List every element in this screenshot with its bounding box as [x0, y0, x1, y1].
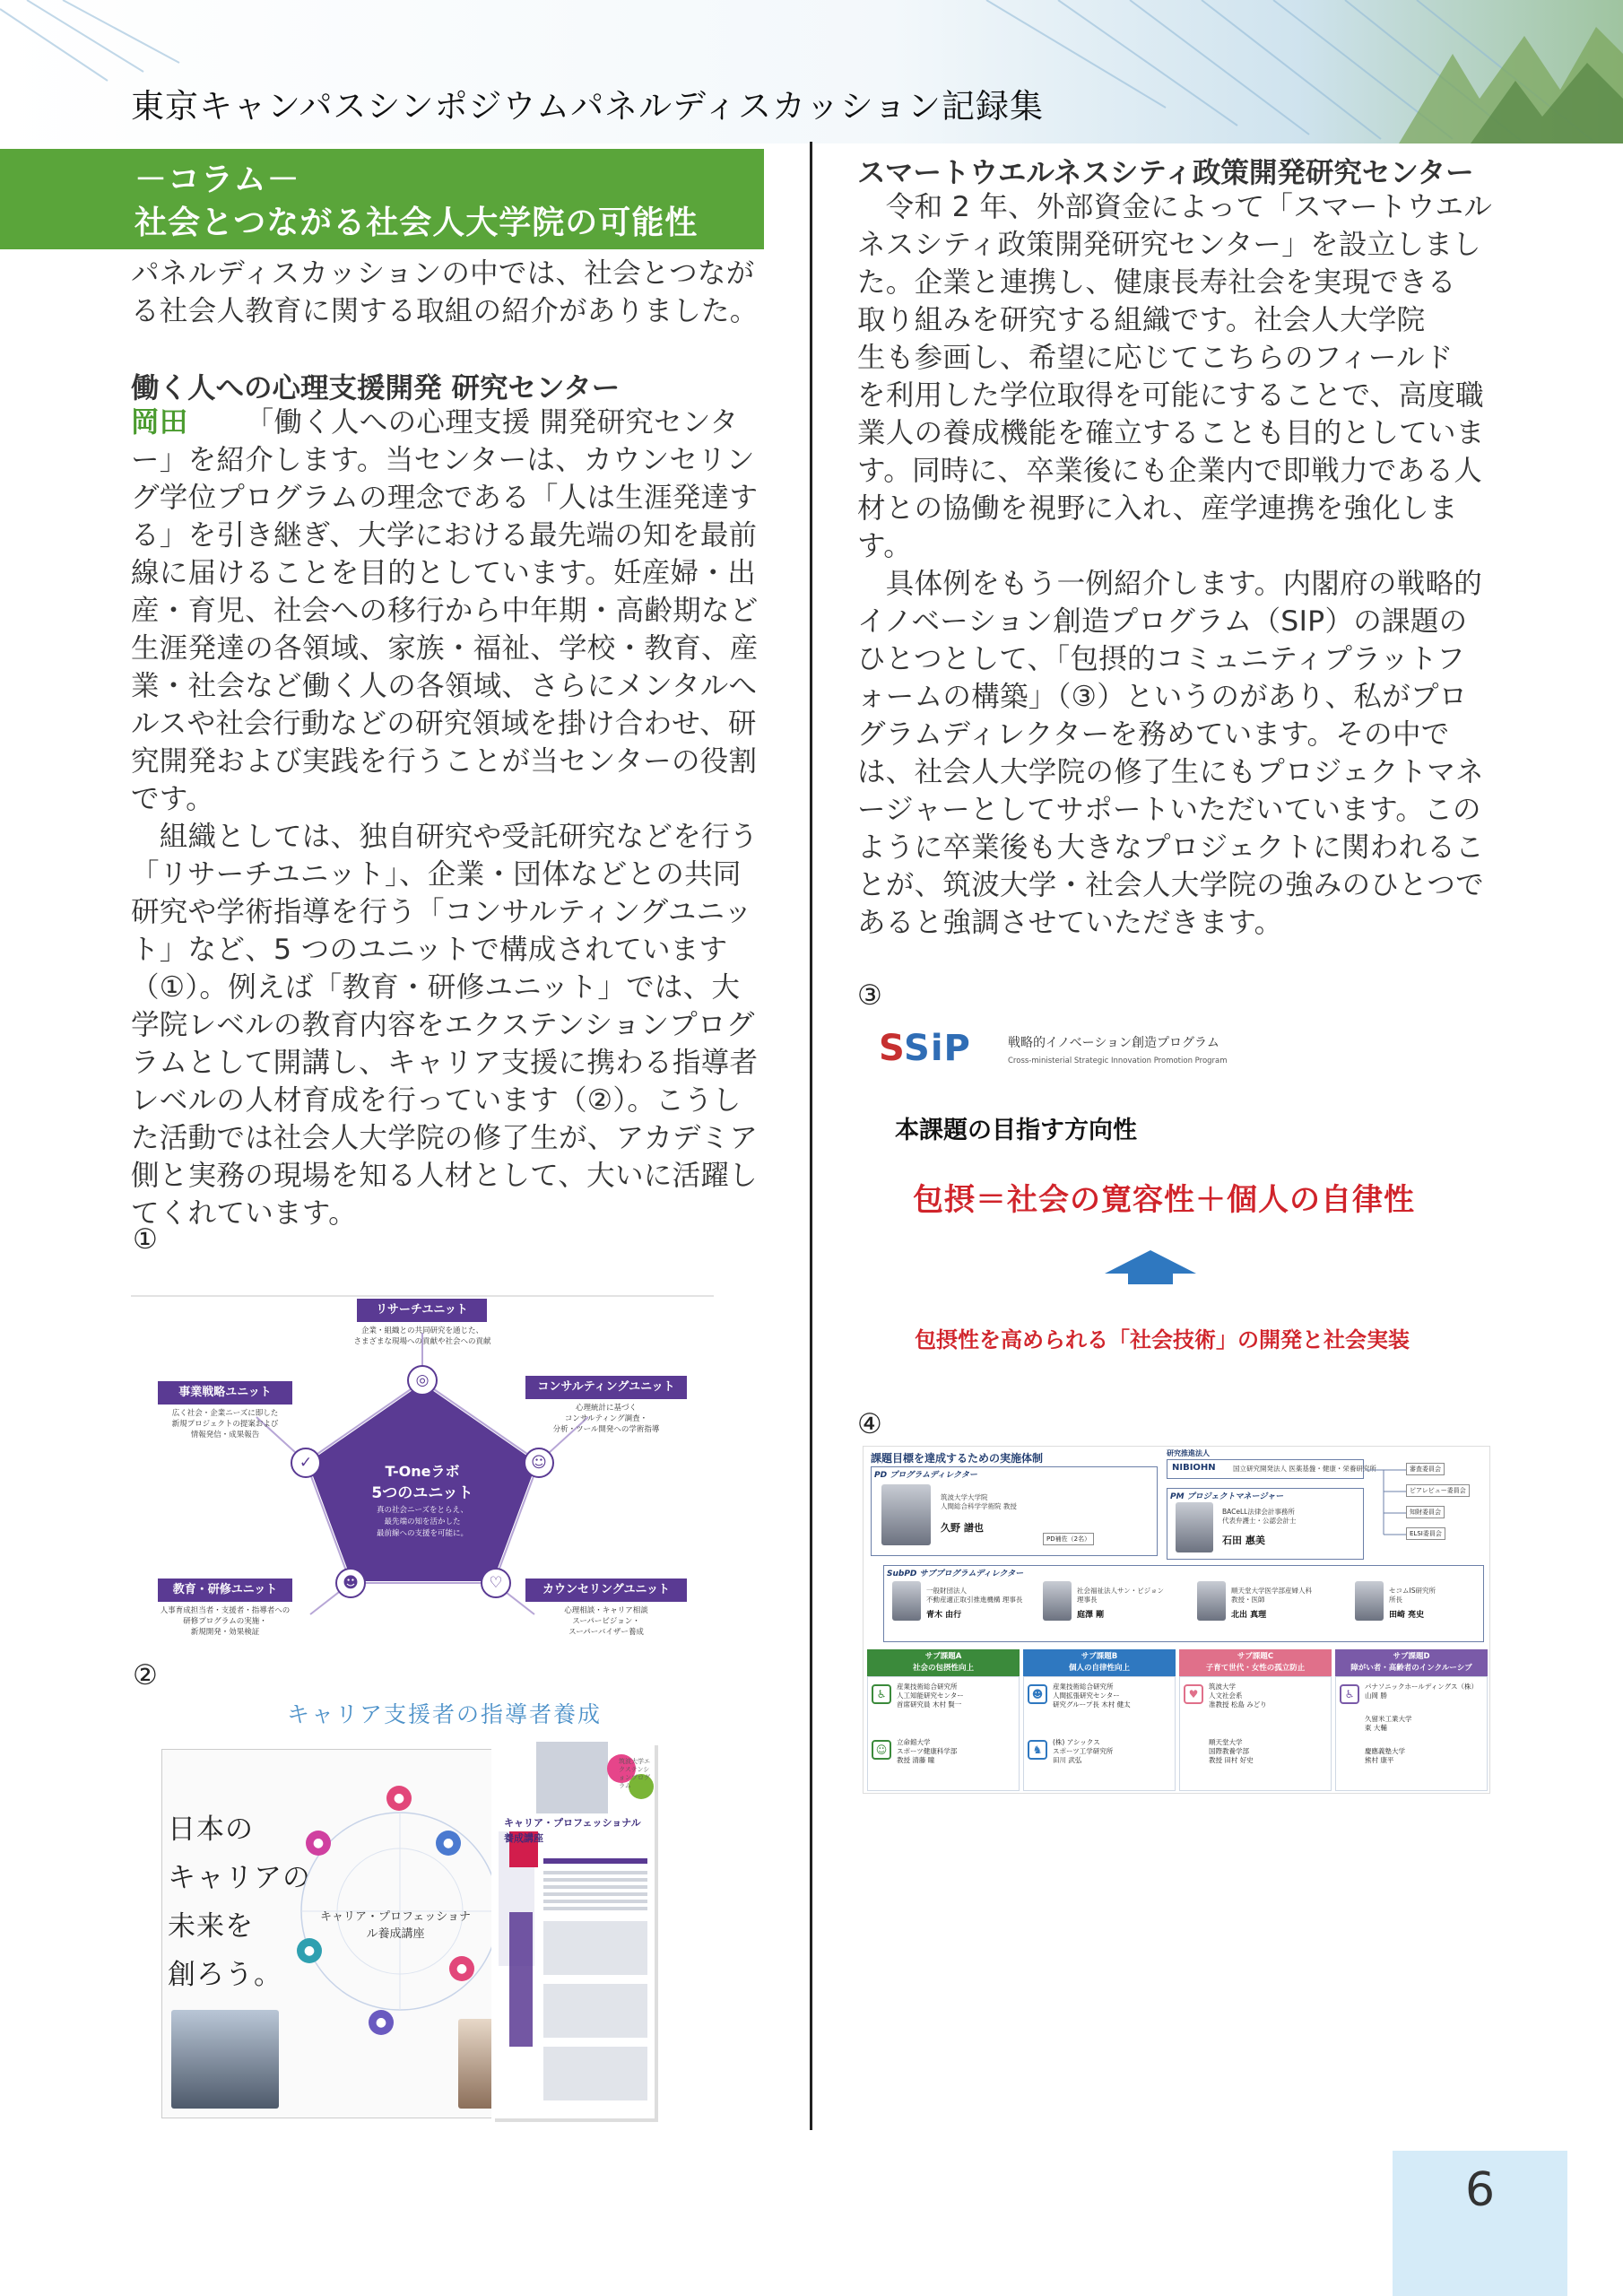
sip-logo-text: SiP [904, 1028, 971, 1069]
subject-d-item: 慶應義塾大学 熊村 康平 [1365, 1747, 1405, 1764]
brochure-overlay-title: キャリア・プロフェッショナル養成講座 [504, 1817, 641, 1844]
up-arrow-icon [1105, 1250, 1196, 1284]
pm-affiliation: BACeLL法律会計事務所 代表弁護士・公認会計士 [1222, 1508, 1297, 1525]
figure4-org-chart [863, 1446, 1490, 1794]
section1-first-text: 「働く人への心理支援 開発研究センタ [245, 406, 739, 439]
subpd-photo [892, 1581, 921, 1621]
pm-tag: PM プロジェクトマネージャー [1170, 1492, 1284, 1501]
subject-b-head: サブ課題B 個人の自律性向上 [1023, 1649, 1176, 1676]
wheelchair-icon: ♿ [1340, 1684, 1359, 1704]
classroom-photo [171, 2010, 279, 2109]
speaker-name: 岡田 [131, 406, 188, 439]
subject-c-head: サブ課題C 子育て世代・女性の孤立防止 [1179, 1649, 1332, 1676]
unit-research: リサーチユニット [357, 1299, 487, 1322]
org-label: 研究推進法人 [1167, 1449, 1210, 1457]
subject-b-item: (株) アシックス スポーツ工学研究所 田川 武弘 [1053, 1738, 1114, 1764]
subpd-name: 北出 真理 [1231, 1611, 1267, 1620]
pd-photo [881, 1484, 931, 1545]
sip-logo [879, 1028, 971, 1069]
subpd-photo [1197, 1581, 1226, 1621]
subject-b [1023, 1649, 1176, 1791]
family-icon: ♥ [1184, 1684, 1203, 1704]
unit-counseling-desc: 心理相談・キャリア相談 スーパービジョン・ スーパーバイザー養成 [564, 1606, 648, 1637]
subject-c-item: 順天堂大学 国際教養学部 教授 田村 好史 [1209, 1738, 1254, 1764]
section1-body: ー」を紹介します。当センターは、カウンセリン グ学位プログラムの理念である「人は生涯発達す る」を引き継ぎ、大学における最先端の知を最前 線に届けることを目的としています。妊産婦・出 産・育児、社会への移行から中年期・高齢期など 生涯発達の各領域、家族・福祉、学校・教育、産 業・社会など働く人の各領域、さらにメンタルへ ルスや社会行動などの研究領域を掛け合わせ、研 究開発および実践を行うことが当センターの役割 です。 組織としては、独自研究や受託研究などを行う 「リサーチユニット」、企業・団体などとの共同 研究や学術指導を行う「コンサルティングユニッ ト」など、5 つのユニットで構成されています （①）。例えば「教育・研修ユニット」では、大 学院レベルの教育内容をエクステンションプログ ラムとして開講し、キャリア支援に携わる指導者 レベルの人材育成を行っています（②）。こうし た活動では社会人大学院の修了生が、アカデミア 側と実務の現場を知る人材として、大いに活躍し てくれています。 [131, 444, 759, 1230]
column-divider [810, 142, 812, 2130]
unit-research-desc: 企業・組織との共同研究を通じた、 さまざまな現場への貢献や社会への貢献 [353, 1326, 491, 1346]
figure2-label: ② [133, 1659, 158, 1692]
page-number: 6 [1464, 2163, 1496, 2217]
section1-heading: 働く人への心理支援開発 研究センター [131, 372, 621, 404]
pm-photo [1176, 1502, 1213, 1552]
subject-d [1335, 1649, 1488, 1791]
column-title: 社会とつながる社会人大学院の可能性 [135, 204, 699, 241]
subpd-affiliation: 一般財団法人 不動産適正取引推進機構 理事長 [926, 1587, 1023, 1604]
unit-consulting: コンサルティングユニット [525, 1376, 687, 1399]
subject-c-body [1179, 1676, 1332, 1791]
subject-d-body [1335, 1676, 1488, 1791]
subject-a-body [867, 1676, 1020, 1791]
figure1-units-diagram [131, 1292, 714, 1650]
unit-strategy: 事業戦略ユニット [158, 1381, 292, 1405]
header-title: 東京キャンパスシンポジウムパネルディスカッション記録集 [131, 87, 1045, 126]
subject-a [867, 1649, 1020, 1791]
sip-swoosh-icon: S [879, 1028, 905, 1069]
pd-tag: PD プログラムディレクター [874, 1471, 977, 1480]
pm-name: 石田 惠美 [1222, 1535, 1265, 1546]
unit-education: 教育・研修ユニット [158, 1578, 292, 1602]
person-icon: ☻ [1028, 1684, 1047, 1704]
sip-logo-caption: 戦略的イノベーション創造プログラム [1008, 1036, 1219, 1050]
sip-sub-statement: 包摂性を高められる「社会技術」の開発と社会実装 [915, 1327, 1410, 1352]
figure4-label: ④ [857, 1408, 882, 1440]
subpd-affiliation: 順天堂大学医学部産婦人科 教授・医師 [1231, 1587, 1312, 1604]
handshake-icon: ♡ [481, 1568, 511, 1598]
center-title: T-Oneラボ [385, 1463, 460, 1480]
sip-main-statement: 包摂＝社会の寛容性＋個人の自律性 [913, 1182, 1415, 1218]
section2-body: 令和 2 年、外部資金によって「スマートウエル ネスシティ政策開発研究センター」を設立しまし た。企業と連携し、健康長寿社会を実現できる 取り組みを研究する組織です。社会人大学院 生も参画し、希望に応じてこちらのフィールド を利用した学位取得を可能にすることで、高度職 業人の養成機能を確立することも目的としていま す。同時に、卒業後にも企業内で即戦力である人 材との協働を視野に入れ、産学連携を強化しま す。 具体例をもう一例紹介します。内閣府の戦略的 イノベーション創造プログラム（SIP）の課題の ひとつとして、「包摂的コミュニティプラットフ ォームの構築」（③）というのがあり、私がプロ グラムディレクターを務めています。その中で は、社会人大学院の修了生にもプロジェクトマネ ージャーとしてサポートいただいています。この ように卒業後も大きなプロジェクトに関われるこ とが、筑波大学・社会人大学院の強みのひとつで あると強調させていただきます。 [857, 191, 1493, 939]
figure3-label: ③ [857, 979, 882, 1012]
accessibility-icon: ♿ [872, 1684, 891, 1704]
subpd-name: 田崎 亮史 [1389, 1611, 1425, 1620]
committee-box: ピアレビュー委員会 [1406, 1484, 1470, 1497]
figure1-label: ① [133, 1223, 158, 1256]
unit-consulting-desc: 心理統計に基づく コンサルティング調査・ 分析・ツール開発への学術指導 [552, 1404, 660, 1434]
bubble-icon: ● [386, 1786, 412, 1811]
brochure-big-text: 日本の キャリアの 未来を 創ろう。 [168, 1813, 311, 1991]
center-description: 真の社会ニーズをとらえ、 最先端の知を活かした 最前線への支援を可能に。 [376, 1506, 469, 1538]
subpd-affiliation: セコムIS研究所 所長 [1389, 1587, 1436, 1604]
committee-connector [1366, 1465, 1406, 1545]
committee-box: ELSI委員会 [1406, 1527, 1445, 1540]
subject-c-item: 筑波大学 人文社会系 准教授 松島 みどり [1209, 1683, 1267, 1709]
brochure-overlay-subtitle: 筑波大学エクステンションプログラム [619, 1758, 650, 1789]
sip-heading: 本課題の目指す方向性 [895, 1117, 1137, 1144]
subpd-photo [1043, 1581, 1072, 1621]
pd-name: 久野 譜也 [941, 1522, 984, 1534]
subject-b-item: 産業技術総合研究所 人間拡張研究センター 研究グループ長 木村 健太 [1053, 1683, 1131, 1709]
subject-d-head: サブ課題D 障がい者・高齢者のインクルーシブ [1335, 1649, 1488, 1676]
sip-logo-subcaption: Cross-ministerial Strategic Innovation Promotion Program [1008, 1057, 1228, 1065]
bubble-icon: ● [436, 1831, 461, 1856]
pd-affiliation: 筑波大学大学院 人間総合科学学術院 教授 [941, 1493, 1017, 1510]
subject-c [1179, 1649, 1332, 1791]
pd-support-box: PD補佐（2名） [1043, 1533, 1094, 1545]
section1-first-line [131, 404, 759, 441]
subject-a-item: 産業技術総合研究所 人工知能研究センター 首席研究員 木村 賢一 [897, 1683, 964, 1709]
subpd-tag: SubPD サブプログラムディレクター [887, 1570, 1024, 1578]
bubble-icon: ● [306, 1831, 331, 1856]
org-name: NIBIOHN [1172, 1463, 1216, 1473]
brochure-overlay-art [491, 1742, 655, 2118]
bubble-icon: ● [369, 2010, 394, 2035]
subpd-photo [1355, 1581, 1384, 1621]
thumbs-up-icon: ✓ [291, 1448, 321, 1478]
unit-counseling: カウンセリングユニット [525, 1578, 687, 1602]
committee-box: 審査委員会 [1406, 1463, 1445, 1475]
org-chart-title: 課題目標を達成するための実施体制 [871, 1452, 1044, 1465]
consulting-icon: ☺ [524, 1448, 554, 1478]
unit-strategy-desc: 広く社会・企業ニーズに即した 新規プロジェクトの提案および 情報発信・成果報告 [171, 1409, 279, 1439]
subpd-name: 庭澤 剛 [1077, 1611, 1105, 1620]
subject-b-body [1023, 1676, 1176, 1791]
subject-d-item: 久留米工業大学 東 大輔 [1365, 1715, 1412, 1732]
subpd-name: 青木 由行 [926, 1611, 962, 1620]
subject-a-item: 立命館大学 スポーツ健康科学部 教授 清藤 瞳 [897, 1738, 958, 1764]
walking-icon: ♞ [1028, 1740, 1047, 1760]
subpd-affiliation: 社会福祉法人サン・ビジョン 理事長 [1077, 1587, 1164, 1604]
unit-education-desc: 人事育成担当者・支援者・指導者への 研修プログラムの実施・ 新規開発・効果検証 [160, 1606, 291, 1637]
org-text: 国立研究開発法人 医薬基盤・健康・栄養研究所 [1233, 1465, 1376, 1473]
committee-box: 知財委員会 [1406, 1506, 1445, 1518]
section2-heading: スマートウエルネスシティ政策開発研究センター [857, 157, 1474, 189]
brochure-center-text: キャリア・プロフェッショナル養成講座 [319, 1910, 472, 1941]
subject-a-head: サブ課題A 社会の包摂性向上 [867, 1649, 1020, 1676]
bubble-icon: ● [297, 1938, 322, 1963]
globe-icon: ◎ [407, 1365, 438, 1396]
column-label: －コラム－ [135, 161, 300, 198]
figure2-title: キャリア支援者の指導者養成 [287, 1701, 603, 1727]
subject-d-item: パナソニックホールディングス（株） 山岡 勝 [1365, 1683, 1478, 1700]
center-subtitle: 5つのユニット [371, 1484, 473, 1502]
people-icon: ☺ [872, 1740, 891, 1760]
bubble-icon: ● [449, 1956, 474, 1981]
intro-paragraph: パネルディスカッションの中では、社会とつなが る社会人教育に関する取組の紹介がありました。 [131, 257, 759, 327]
people-icon: ☻ [335, 1568, 366, 1598]
